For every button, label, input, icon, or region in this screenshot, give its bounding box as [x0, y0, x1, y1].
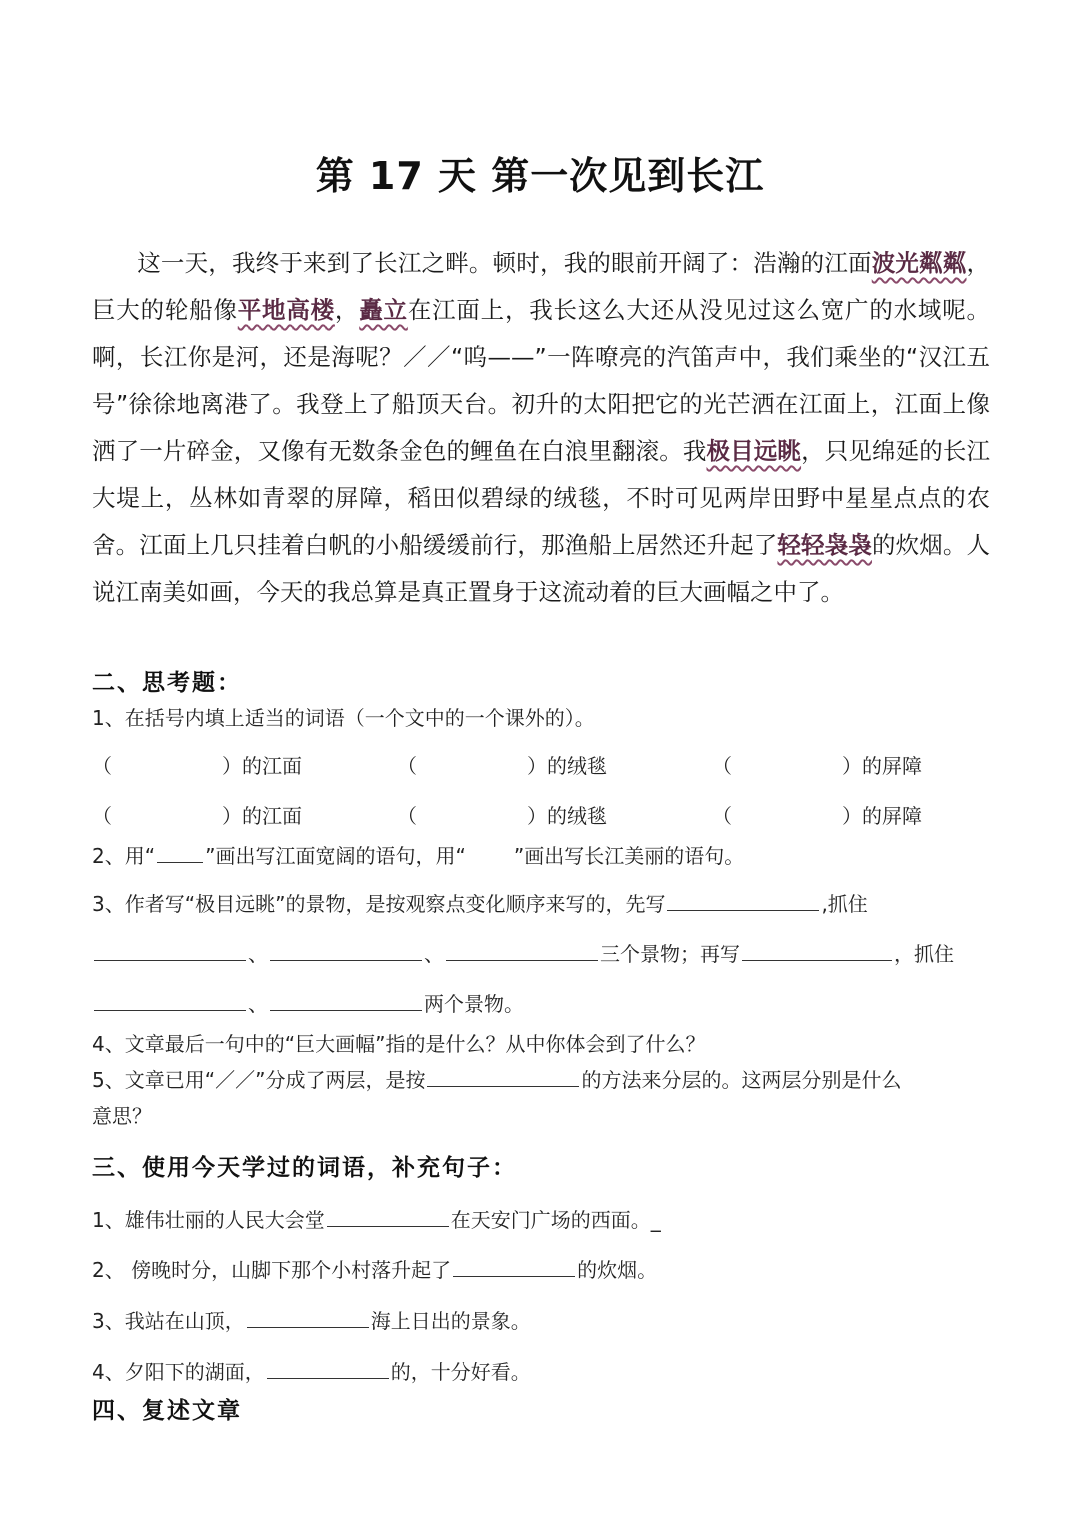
paren-blank[interactable]: （ ）的屏障	[712, 754, 922, 778]
fill-blank[interactable]	[270, 940, 422, 961]
keyword: 矗立	[359, 296, 408, 324]
paren-blank[interactable]: （ ）的江面	[92, 804, 302, 828]
sentence-3: 3、我站在山顶， 海上日出的景象。	[92, 1309, 531, 1333]
straight-line-mark	[157, 842, 203, 863]
section-4-heading: 四、复述文章	[92, 1398, 242, 1424]
page-title: 第 17 天 第一次见到长江	[315, 154, 765, 198]
fill-blank[interactable]	[94, 940, 246, 961]
fill-blank[interactable]	[742, 940, 892, 961]
question-5: 5、文章已用“／／”分成了两层，是按 的方法来分层的。这两层分别是什么	[92, 1068, 902, 1092]
section-2-heading: 二、思考题：	[92, 670, 242, 696]
passage-text: ，只见绵延的长江大堤上，丛林如青翠的屏障，稻田似碧绿的绒毯，不时可见两岸田野中星星点点的农舍。江面上几只挂着白帆的小船缓缓前行，那渔船上居然还升起了	[92, 437, 991, 559]
passage-text: ，	[334, 296, 360, 324]
paren-blank[interactable]: （ ）的绒毯	[397, 754, 607, 778]
paren-row-2	[92, 800, 992, 830]
question-2: 2、用“ ”画出写江面宽阔的语句，用“ ”画出写长江美丽的语句。	[92, 844, 745, 868]
fill-blank[interactable]	[427, 1066, 579, 1087]
section-3-heading: 三、使用今天学过的词语，补充句子：	[92, 1155, 517, 1181]
sentence-4: 4、夕阳下的湖面， 的，十分好看。	[92, 1360, 531, 1384]
fill-blank[interactable]	[94, 990, 246, 1011]
keyword: 轻轻袅袅	[777, 531, 872, 559]
fill-blank[interactable]	[267, 1358, 389, 1379]
question-5-line-2: 意思？	[92, 1104, 152, 1128]
keyword: 平地高楼	[237, 296, 335, 324]
fill-blank[interactable]	[247, 1307, 369, 1328]
question-3-line-3: 、 两个景物。	[92, 988, 992, 1017]
question-3: 3、作者写“极目远眺”的景物，是按观察点变化顺序来写的，先写 ,抓住	[92, 892, 868, 916]
reading-passage	[92, 240, 990, 616]
fill-blank[interactable]	[453, 1256, 575, 1277]
fill-blank[interactable]	[667, 890, 819, 911]
wavy-line-mark	[466, 845, 514, 863]
passage-text: 这一天，我终于来到了长江之畔。顿时，我的眼前开阔了：浩瀚的江面	[137, 249, 872, 277]
question-3-line-2: 、 、 三个景物；再写 ，抓住	[92, 938, 992, 967]
question-4: 4、文章最后一句中的“巨大画幅”指的是什么？从中你体会到了什么？	[92, 1032, 706, 1056]
fill-blank[interactable]	[270, 990, 422, 1011]
paren-row-1	[92, 750, 992, 780]
sentence-1: 1、雄伟壮丽的人民大会堂 在天安门广场的西面。_	[92, 1208, 661, 1232]
passage-text: ，巨大的轮船像	[92, 249, 991, 324]
paren-blank[interactable]: （ ）的屏障	[712, 804, 922, 828]
passage-text: 在江面上，我长这么大还从没见过这么宽广的水域呢。啊，长江你是河，还是海呢？／／“呜——”一阵嘹亮的汽笛声中，我们乘坐的“汉江五号”徐徐地离港了。我登上了船顶天台。初升的太阳把它的光芒洒在江面上，江面上像洒了一片碎金，又像有无数条金色的鲤鱼在白浪里翻滚。我	[92, 296, 991, 465]
question-1: 1、在括号内填上适当的词语（一个文中的一个课外的）。	[92, 706, 595, 730]
fill-blank[interactable]	[327, 1206, 449, 1227]
keyword: 波光粼粼	[871, 249, 967, 277]
sentence-2: 2、 傍晚时分，山脚下那个小村落升起了 的炊烟。	[92, 1258, 658, 1282]
paren-blank[interactable]: （ ）的江面	[92, 754, 302, 778]
fill-blank[interactable]	[446, 940, 598, 961]
passage-text: 的炊烟。人说江南美如画，今天的我总算是真正置身于这流动着的巨大画幅之中了。	[92, 531, 991, 606]
keyword: 极目远眺	[706, 437, 802, 465]
paren-blank[interactable]: （ ）的绒毯	[397, 804, 607, 828]
